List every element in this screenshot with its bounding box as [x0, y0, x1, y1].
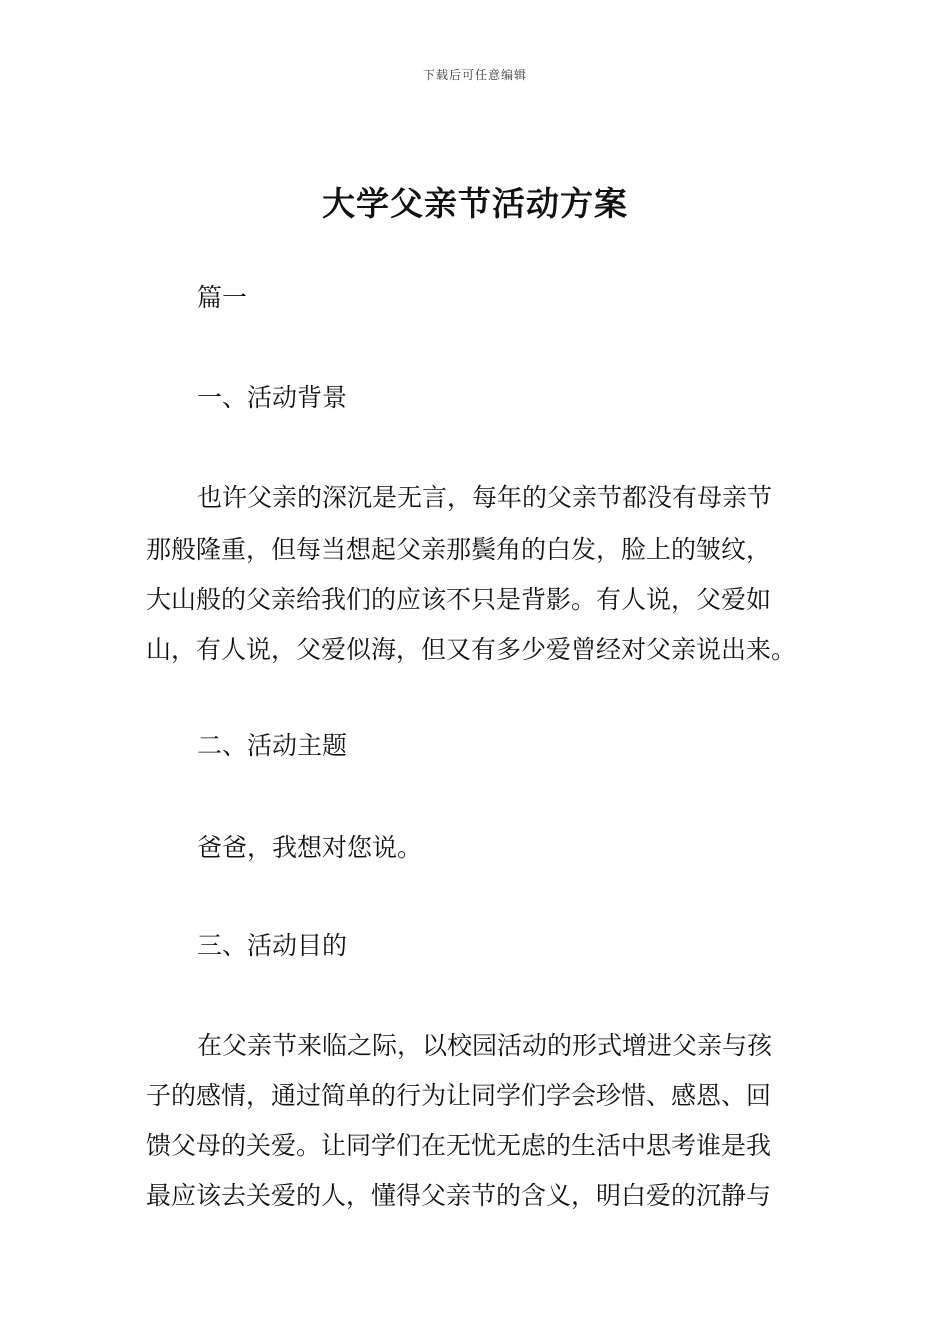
heading-activity-theme: 二、活动主题 — [197, 731, 348, 760]
paragraph-background-line-3: 大山般的父亲给我们的应该不只是背影。有人说，父爱如 — [146, 585, 772, 614]
header-note: 下载后可任意编辑 — [422, 68, 527, 82]
theme-text: 爸爸，我想对您说。 — [197, 833, 423, 862]
paragraph-purpose-line-1: 在父亲节来临之际，以校园活动的形式增进父亲与孩 — [197, 1031, 773, 1060]
section-label: 篇一 — [197, 283, 248, 312]
paragraph-purpose-line-2: 子的感情，通过简单的行为让同学们学会珍惜、感恩、回 — [146, 1081, 772, 1110]
document-title: 大学父亲节活动方案 — [322, 184, 628, 223]
paragraph-background-line-1: 也许父亲的深沉是无言，每年的父亲节都没有母亲节 — [197, 483, 773, 512]
paragraph-purpose-line-4: 最应该去关爱的人，懂得父亲节的含义，明白爱的沉静与 — [146, 1181, 772, 1210]
heading-activity-background: 一、活动背景 — [197, 383, 348, 412]
paragraph-background-line-4: 山，有人说，父爱似海，但又有多少爱曾经对父亲说出来。 — [146, 635, 797, 664]
paragraph-purpose-line-3: 馈父母的关爱。让同学们在无忧无虑的生活中思考谁是我 — [146, 1131, 772, 1160]
paragraph-background-line-2: 那般隆重，但每当想起父亲那鬓角的白发，脸上的皱纹， — [146, 535, 772, 564]
heading-activity-purpose: 三、活动目的 — [197, 931, 348, 960]
